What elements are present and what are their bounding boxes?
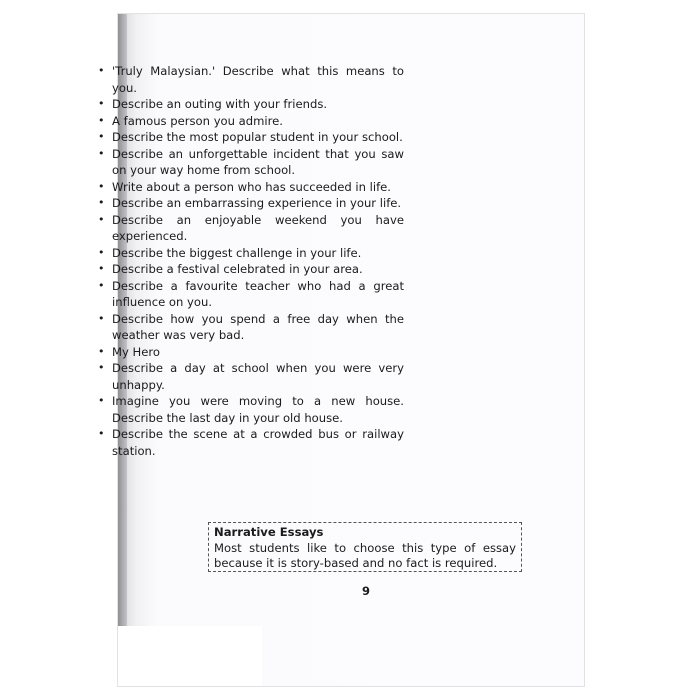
- essay-topic-text: Describe the most popular student in your school.: [112, 130, 403, 144]
- essay-topic-text: 'Truly Malaysian.' Describe what this means to you.: [112, 64, 404, 95]
- note-body: Most students like to choose this type of essay because it is story-based and no fact is required.: [214, 540, 516, 570]
- bullet-icon: •: [98, 361, 105, 374]
- essay-topic-item: [98, 278, 404, 311]
- narrative-essays-note: [208, 522, 522, 572]
- bullet-icon: •: [98, 146, 105, 160]
- bullet-icon: •: [98, 262, 105, 275]
- essay-topic-text: Describe the scene at a crowded bus or railway station.: [112, 427, 404, 458]
- essay-topic-text: Describe how you spend a free day when the weather was very bad.: [112, 311, 404, 342]
- essay-topic-text: My Hero: [112, 344, 161, 359]
- essay-topic-text: Write about a person who has succeeded in life.: [112, 179, 391, 194]
- essay-topic-item: [98, 96, 404, 113]
- bullet-icon: •: [98, 311, 105, 325]
- essay-topic-item: [98, 344, 404, 361]
- bullet-icon: •: [98, 344, 105, 358]
- bullet-icon: •: [98, 212, 105, 226]
- page-corner-cutout: [118, 626, 262, 686]
- essay-topic-item: [98, 129, 404, 146]
- essay-topic-item: [98, 393, 404, 426]
- essay-topic-text: Describe an outing with your friends.: [112, 97, 328, 111]
- essay-topic-text: Describe an unforgettable incident that you saw on your way home from school.: [112, 146, 404, 177]
- bullet-icon: •: [98, 64, 105, 77]
- bullet-icon: •: [98, 113, 105, 127]
- essay-topic-text: Describe a favourite teacher who had a great influence on you.: [112, 278, 404, 309]
- essay-topic-item: [98, 63, 404, 96]
- essay-topic-item: [98, 360, 404, 393]
- essay-topic-item: [98, 245, 404, 262]
- bullet-icon: •: [98, 245, 105, 259]
- essay-topic-text: Imagine you were moving to a new house. Describe the last day in your old house.: [112, 394, 404, 425]
- essay-topic-text: Describe an embarrassing experience in your life.: [112, 196, 402, 210]
- essay-topic-item: [98, 113, 404, 130]
- bullet-icon: •: [98, 130, 105, 143]
- bullet-icon: •: [98, 394, 105, 407]
- essay-topic-list: [98, 63, 404, 459]
- essay-topic-item: [98, 311, 404, 344]
- bullet-icon: •: [98, 427, 105, 440]
- bullet-icon: •: [98, 179, 105, 193]
- essay-topic-item: [98, 426, 404, 459]
- essay-topic-item: [98, 179, 404, 196]
- essay-topic-text: A famous person you admire.: [112, 113, 283, 128]
- essay-topic-text: Describe a festival celebrated in your area.: [112, 262, 363, 276]
- note-title: Narrative Essays: [214, 525, 324, 539]
- essay-topic-item: [98, 212, 404, 245]
- essay-topic-item: [98, 146, 404, 179]
- essay-topic-text: Describe a day at school when you were very unhappy.: [112, 361, 404, 392]
- essay-topic-item: [98, 195, 404, 212]
- bullet-icon: •: [98, 97, 105, 110]
- essay-topic-text: Describe an enjoyable weekend you have experienced.: [112, 212, 404, 243]
- page-number: 9: [361, 584, 370, 598]
- bullet-icon: •: [98, 278, 105, 292]
- bullet-icon: •: [98, 196, 105, 209]
- essay-topic-text: Describe the biggest challenge in your life.: [112, 245, 362, 260]
- essay-topic-item: [98, 261, 404, 278]
